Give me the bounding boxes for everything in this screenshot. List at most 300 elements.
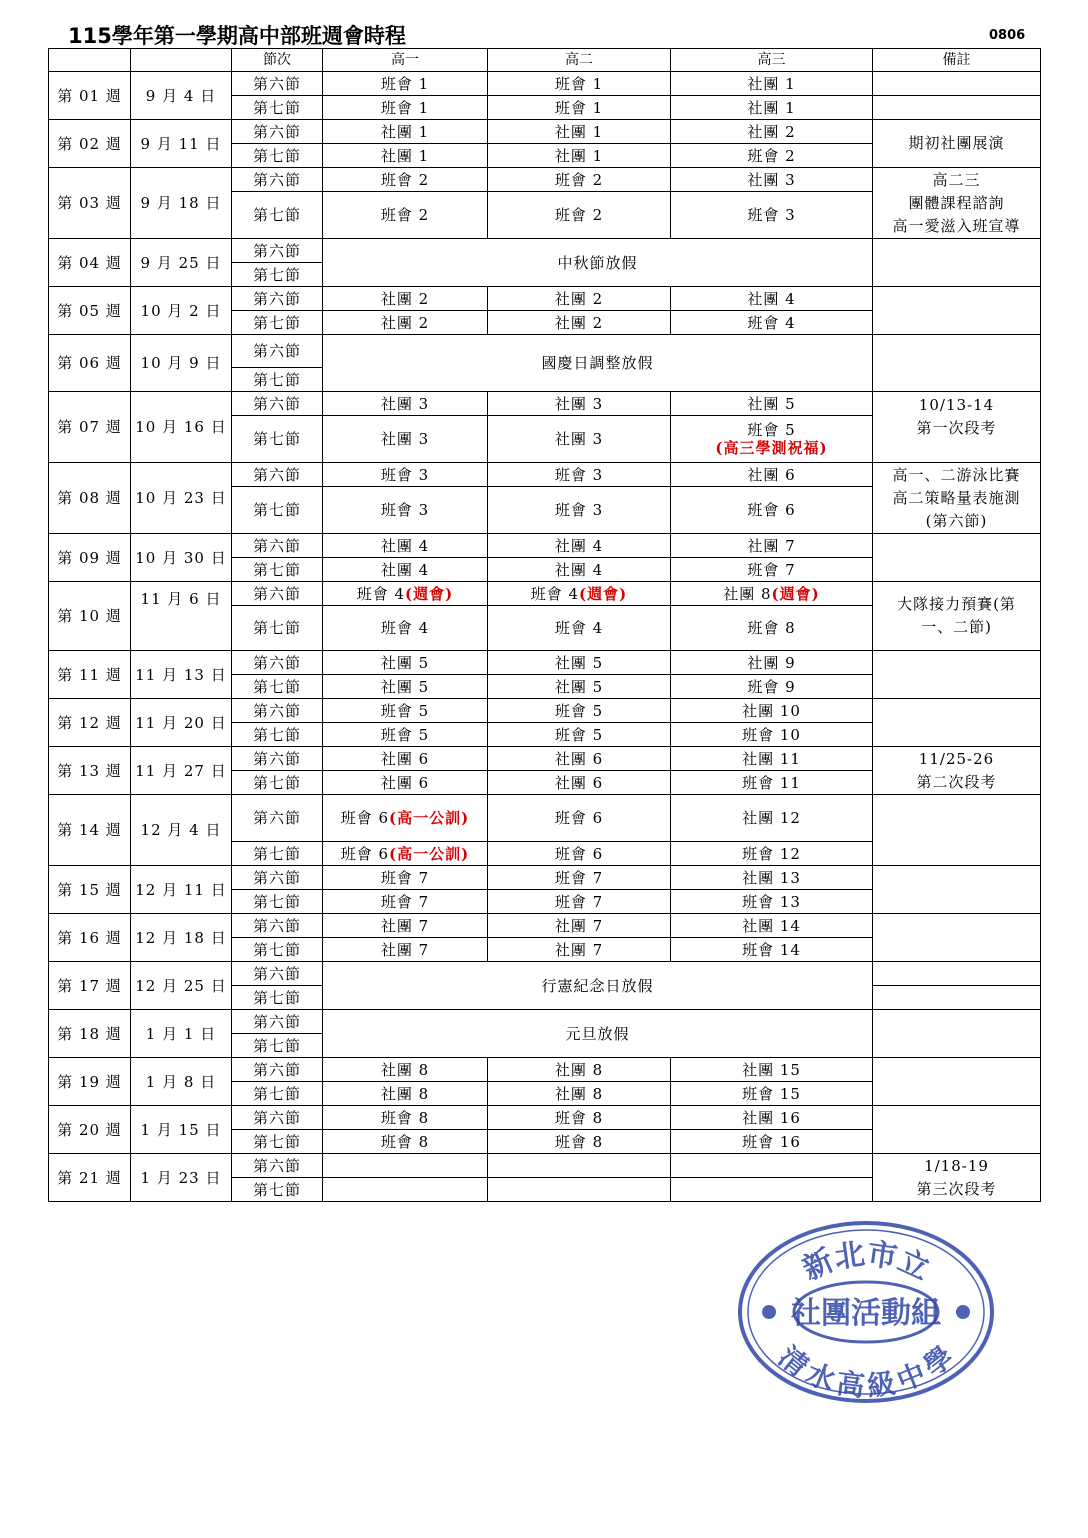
cell-value: 班會 1 bbox=[380, 98, 430, 117]
document-code: 0806 bbox=[989, 28, 1026, 43]
cell-value: 班會 5 bbox=[554, 725, 604, 744]
grade-11-cell bbox=[488, 192, 671, 239]
grade-11-cell bbox=[488, 938, 671, 962]
cell-value: 社團 5 bbox=[380, 677, 430, 696]
cell-value: 班會 7 bbox=[554, 892, 604, 911]
cell-value: 班會 10 bbox=[742, 725, 801, 744]
week-cell: 第 02 週 bbox=[49, 120, 131, 168]
table-row bbox=[49, 72, 1041, 96]
grade-10-cell bbox=[323, 699, 488, 723]
cell-value: 班會 5 bbox=[380, 725, 430, 744]
period-cell: 第七節 bbox=[232, 1082, 323, 1106]
table-row bbox=[49, 866, 1041, 890]
grade-10-cell bbox=[323, 416, 488, 463]
table-row bbox=[49, 120, 1041, 144]
cell-value: 班會 5 bbox=[380, 701, 430, 720]
grade-12-cell bbox=[671, 558, 873, 582]
period-cell: 第七節 bbox=[232, 368, 323, 392]
date-cell: 11 月 13 日 bbox=[131, 651, 232, 699]
period-cell: 第六節 bbox=[232, 914, 323, 938]
cell-value: 社團 6 bbox=[554, 749, 604, 768]
grade-12-cell bbox=[671, 795, 873, 842]
note-cell bbox=[873, 72, 1041, 96]
note-cell bbox=[873, 287, 1041, 335]
cell-value: 社團 2 bbox=[380, 289, 430, 308]
period-cell: 第七節 bbox=[232, 144, 323, 168]
cell-value: 社團 7 bbox=[554, 916, 604, 935]
cell-value: 社團 13 bbox=[742, 868, 801, 887]
week-cell: 第 11 週 bbox=[49, 651, 131, 699]
grade-10-cell bbox=[323, 795, 488, 842]
table-row bbox=[49, 582, 1041, 606]
holiday-cell: 中秋節放假 bbox=[323, 239, 873, 287]
period-cell: 第七節 bbox=[232, 986, 323, 1010]
cell-value: 班會 4 bbox=[530, 584, 580, 603]
date-cell: 12 月 18 日 bbox=[131, 914, 232, 962]
note-cell bbox=[873, 699, 1041, 747]
cell-value: 社團 1 bbox=[554, 146, 604, 165]
grade-10-cell bbox=[323, 1178, 488, 1202]
grade-12-cell bbox=[671, 168, 873, 192]
cell-value: 社團 5 bbox=[380, 653, 430, 672]
period-cell: 第六節 bbox=[232, 120, 323, 144]
week-cell: 第 14 週 bbox=[49, 795, 131, 866]
note-cell bbox=[873, 1010, 1041, 1058]
period-cell: 第六節 bbox=[232, 335, 323, 368]
cell-value: 班會 1 bbox=[554, 98, 604, 117]
grade-12-cell bbox=[671, 675, 873, 699]
cell-value: 班會 13 bbox=[742, 892, 801, 911]
week-cell: 第 12 週 bbox=[49, 699, 131, 747]
period-cell: 第六節 bbox=[232, 534, 323, 558]
note-line: 大隊接力預賽(第 bbox=[897, 595, 1016, 613]
cell-value: 社團 5 bbox=[554, 677, 604, 696]
cell-value: 班會 4 bbox=[554, 619, 604, 637]
note-line: 1/18-19 bbox=[924, 1156, 989, 1175]
grade-12-cell bbox=[671, 582, 873, 606]
note-cell bbox=[873, 986, 1041, 1010]
cell-value: 社團 7 bbox=[747, 536, 796, 555]
cell-value: 班會 4 bbox=[380, 619, 430, 637]
cell-value: 班會 3 bbox=[554, 465, 604, 484]
grade-12-cell bbox=[671, 72, 873, 96]
period-cell: 第六節 bbox=[232, 651, 323, 675]
period-cell: 第六節 bbox=[232, 1154, 323, 1178]
cell-value: 班會 16 bbox=[742, 1132, 801, 1151]
grade-10-cell bbox=[323, 1130, 488, 1154]
note-line: 10/13-14 bbox=[918, 396, 995, 414]
cell-value: 班會 6 bbox=[340, 809, 390, 827]
cell-value: 社團 6 bbox=[380, 749, 430, 768]
note-cell bbox=[873, 747, 1041, 795]
table-row bbox=[49, 1010, 1041, 1034]
cell-value: 社團 8 bbox=[380, 1060, 430, 1079]
table-row bbox=[49, 534, 1041, 558]
seal-top-text: 新北市立 bbox=[797, 1236, 935, 1288]
week-cell: 第 15 週 bbox=[49, 866, 131, 914]
cell-value: 社團 1 bbox=[380, 146, 430, 165]
grade-11-cell bbox=[488, 914, 671, 938]
week-cell: 第 09 週 bbox=[49, 534, 131, 582]
week-cell: 第 07 週 bbox=[49, 392, 131, 463]
note-line: 高二三 bbox=[932, 170, 981, 189]
grade-10-cell bbox=[323, 606, 488, 651]
period-cell: 第六節 bbox=[232, 866, 323, 890]
grade-11-cell bbox=[488, 842, 671, 866]
date-cell: 1 月 15 日 bbox=[131, 1106, 232, 1154]
note-cell bbox=[873, 96, 1041, 120]
week-cell: 第 17 週 bbox=[49, 962, 131, 1010]
note-cell bbox=[873, 914, 1041, 962]
grade-10-cell bbox=[323, 1154, 488, 1178]
date-cell: 1 月 23 日 bbox=[131, 1154, 232, 1202]
grade-10-cell bbox=[323, 842, 488, 866]
grade-11-cell bbox=[488, 392, 671, 416]
grade-11-cell bbox=[488, 1154, 671, 1178]
cell-value: 班會 1 bbox=[380, 74, 430, 93]
grade-12-cell bbox=[671, 1058, 873, 1082]
grade-10-cell bbox=[323, 747, 488, 771]
club-activities-seal bbox=[736, 1219, 996, 1405]
grade-12-cell bbox=[671, 1106, 873, 1130]
note-line: 高一、二游泳比賽 bbox=[892, 465, 1021, 484]
grade-10-cell bbox=[323, 463, 488, 487]
week-cell: 第 13 週 bbox=[49, 747, 131, 795]
grade-10-cell bbox=[323, 1058, 488, 1082]
period-cell: 第七節 bbox=[232, 311, 323, 335]
note-cell bbox=[873, 1106, 1041, 1154]
header-period: 節次 bbox=[232, 49, 323, 72]
note-cell bbox=[873, 239, 1041, 287]
cell-value: 班會 2 bbox=[554, 170, 604, 189]
note-cell bbox=[873, 168, 1041, 239]
cell-value: 班會 3 bbox=[554, 501, 604, 519]
note-cell bbox=[873, 866, 1041, 914]
period-cell: 第七節 bbox=[232, 558, 323, 582]
holiday-cell: 行憲紀念日放假 bbox=[323, 962, 873, 1010]
cell-value: 社團 4 bbox=[380, 536, 430, 555]
period-cell: 第七節 bbox=[232, 416, 323, 463]
grade-11-cell bbox=[488, 96, 671, 120]
cell-value: 班會 9 bbox=[747, 677, 796, 696]
cell-value: 社團 8 bbox=[554, 1084, 604, 1103]
grade-11-cell bbox=[488, 1130, 671, 1154]
period-cell: 第六節 bbox=[232, 463, 323, 487]
note-cell bbox=[873, 795, 1041, 866]
grade-10-cell bbox=[323, 534, 488, 558]
period-cell: 第七節 bbox=[232, 675, 323, 699]
cell-value: 班會 7 bbox=[380, 892, 430, 911]
header-grade-10: 高一 bbox=[323, 49, 488, 72]
cell-value: 社團 15 bbox=[742, 1060, 801, 1079]
cell-value: 社團 8 bbox=[380, 1084, 430, 1103]
note-line: 第一次段考 bbox=[916, 419, 997, 437]
grade-11-cell bbox=[488, 651, 671, 675]
grade-10-cell bbox=[323, 487, 488, 534]
grade-11-cell bbox=[488, 144, 671, 168]
header-notes: 備註 bbox=[873, 49, 1041, 72]
grade-12-cell bbox=[671, 1178, 873, 1202]
grade-11-cell bbox=[488, 416, 671, 463]
grade-10-cell bbox=[323, 866, 488, 890]
cell-value: 社團 11 bbox=[742, 749, 801, 768]
cell-value: 社團 1 bbox=[747, 74, 796, 93]
period-cell: 第六節 bbox=[232, 168, 323, 192]
cell-remark: (高一公訓) bbox=[389, 844, 470, 863]
cell-value: 班會 12 bbox=[742, 844, 801, 863]
date-cell: 12 月 11 日 bbox=[131, 866, 232, 914]
cell-value: 社團 3 bbox=[380, 430, 430, 448]
table-row bbox=[49, 463, 1041, 487]
grade-11-cell bbox=[488, 534, 671, 558]
cell-value: 社團 8 bbox=[723, 584, 772, 603]
grade-11-cell bbox=[488, 866, 671, 890]
grade-10-cell bbox=[323, 144, 488, 168]
week-cell: 第 06 週 bbox=[49, 335, 131, 392]
period-cell: 第六節 bbox=[232, 1058, 323, 1082]
grade-12-cell bbox=[671, 890, 873, 914]
grade-12-cell bbox=[671, 1130, 873, 1154]
week-cell: 第 03 週 bbox=[49, 168, 131, 239]
date-cell: 10 月 30 日 bbox=[131, 534, 232, 582]
grade-10-cell bbox=[323, 392, 488, 416]
grade-10-cell bbox=[323, 938, 488, 962]
header-grade-11: 高二 bbox=[488, 49, 671, 72]
grade-11-cell bbox=[488, 1106, 671, 1130]
grade-10-cell bbox=[323, 96, 488, 120]
grade-11-cell bbox=[488, 1058, 671, 1082]
note-cell bbox=[873, 1154, 1041, 1202]
period-cell: 第六節 bbox=[232, 1010, 323, 1034]
cell-value: 社團 2 bbox=[380, 313, 430, 332]
cell-value: 社團 9 bbox=[747, 653, 796, 672]
header-date bbox=[131, 49, 232, 72]
period-cell: 第六節 bbox=[232, 239, 323, 263]
schedule-table bbox=[48, 48, 1041, 1202]
grade-12-cell bbox=[671, 120, 873, 144]
table-row bbox=[49, 1154, 1041, 1178]
cell-value: 班會 2 bbox=[747, 146, 796, 165]
grade-11-cell bbox=[488, 287, 671, 311]
grade-11-cell bbox=[488, 606, 671, 651]
grade-10-cell bbox=[323, 675, 488, 699]
grade-12-cell bbox=[671, 1082, 873, 1106]
period-cell: 第六節 bbox=[232, 392, 323, 416]
period-cell: 第六節 bbox=[232, 72, 323, 96]
grade-12-cell bbox=[671, 866, 873, 890]
cell-value: 班會 3 bbox=[380, 465, 430, 484]
table-row bbox=[49, 239, 1041, 263]
holiday-cell: 元旦放假 bbox=[323, 1010, 873, 1058]
table-row bbox=[49, 699, 1041, 723]
date-cell: 10 月 16 日 bbox=[131, 392, 232, 463]
grade-11-cell bbox=[488, 582, 671, 606]
table-row bbox=[49, 651, 1041, 675]
period-cell: 第七節 bbox=[232, 487, 323, 534]
grade-11-cell bbox=[488, 311, 671, 335]
grade-10-cell bbox=[323, 1082, 488, 1106]
grade-10-cell bbox=[323, 311, 488, 335]
date-cell: 9 月 25 日 bbox=[131, 239, 232, 287]
period-cell: 第六節 bbox=[232, 1106, 323, 1130]
date-cell: 9 月 11 日 bbox=[131, 120, 232, 168]
cell-value: 班會 7 bbox=[380, 868, 430, 887]
grade-12-cell bbox=[671, 534, 873, 558]
cell-value: 社團 4 bbox=[554, 536, 604, 555]
week-cell: 第 05 週 bbox=[49, 287, 131, 335]
grade-12-cell bbox=[671, 723, 873, 747]
period-cell: 第六節 bbox=[232, 699, 323, 723]
cell-value: 社團 7 bbox=[380, 940, 430, 959]
week-cell: 第 20 週 bbox=[49, 1106, 131, 1154]
week-cell: 第 18 週 bbox=[49, 1010, 131, 1058]
cell-value: 班會 6 bbox=[554, 809, 604, 827]
table-row bbox=[49, 914, 1041, 938]
grade-10-cell bbox=[323, 558, 488, 582]
week-cell: 第 21 週 bbox=[49, 1154, 131, 1202]
cell-value: 社團 4 bbox=[380, 560, 430, 579]
cell-value: 班會 4 bbox=[747, 313, 796, 332]
grade-11-cell bbox=[488, 795, 671, 842]
grade-11-cell bbox=[488, 168, 671, 192]
grade-11-cell bbox=[488, 699, 671, 723]
cell-value: 班會 5 bbox=[554, 701, 604, 720]
table-row bbox=[49, 168, 1041, 192]
grade-12-cell bbox=[671, 463, 873, 487]
cell-value: 社團 6 bbox=[554, 773, 604, 792]
note-line: 高二策略量表施測 bbox=[892, 488, 1021, 507]
date-cell: 9 月 18 日 bbox=[131, 168, 232, 239]
period-cell: 第七節 bbox=[232, 1178, 323, 1202]
period-cell: 第六節 bbox=[232, 747, 323, 771]
note-line: 團體課程諮詢 bbox=[908, 193, 1005, 212]
note-line: 期初社團展演 bbox=[908, 134, 1005, 152]
note-cell bbox=[873, 120, 1041, 168]
date-cell: 11 月 6 日 bbox=[131, 582, 232, 651]
cell-value: 班會 5 bbox=[747, 421, 796, 439]
cell-value: 社團 3 bbox=[554, 430, 604, 448]
grade-10-cell bbox=[323, 120, 488, 144]
grade-11-cell bbox=[488, 487, 671, 534]
cell-value: 社團 2 bbox=[554, 313, 604, 332]
cell-value: 社團 6 bbox=[747, 465, 796, 484]
grade-10-cell bbox=[323, 890, 488, 914]
grade-12-cell bbox=[671, 1154, 873, 1178]
seal-bottom-text: 清水高級中學 bbox=[772, 1339, 960, 1403]
cell-value: 班會 6 bbox=[554, 844, 604, 863]
cell-value: 社團 4 bbox=[554, 560, 604, 579]
week-cell: 第 01 週 bbox=[49, 72, 131, 120]
cell-value: 社團 3 bbox=[747, 170, 796, 189]
cell-value: 班會 8 bbox=[380, 1108, 430, 1127]
cell-value: 班會 2 bbox=[554, 206, 604, 224]
cell-value: 班會 11 bbox=[742, 773, 801, 792]
period-cell: 第六節 bbox=[232, 582, 323, 606]
week-cell: 第 10 週 bbox=[49, 582, 131, 651]
table-row bbox=[49, 795, 1041, 842]
table-row bbox=[49, 1106, 1041, 1130]
grade-12-cell bbox=[671, 311, 873, 335]
grade-12-cell bbox=[671, 771, 873, 795]
grade-12-cell bbox=[671, 416, 873, 463]
table-row bbox=[49, 1058, 1041, 1082]
header-grade-12: 高三 bbox=[671, 49, 873, 72]
note-line: 一、二節) bbox=[921, 618, 992, 636]
holiday-cell: 國慶日調整放假 bbox=[323, 335, 873, 392]
note-cell bbox=[873, 463, 1041, 534]
cell-value: 班會 14 bbox=[742, 940, 801, 959]
grade-12-cell bbox=[671, 392, 873, 416]
date-cell: 12 月 25 日 bbox=[131, 962, 232, 1010]
grade-11-cell bbox=[488, 463, 671, 487]
cell-value: 班會 3 bbox=[747, 206, 796, 224]
note-line: 第三次段考 bbox=[916, 1179, 997, 1198]
week-cell: 第 19 週 bbox=[49, 1058, 131, 1106]
cell-value: 班會 8 bbox=[380, 1132, 430, 1151]
grade-10-cell bbox=[323, 651, 488, 675]
grade-10-cell bbox=[323, 1106, 488, 1130]
date-cell: 11 月 20 日 bbox=[131, 699, 232, 747]
period-cell: 第七節 bbox=[232, 938, 323, 962]
week-cell: 第 16 週 bbox=[49, 914, 131, 962]
period-cell: 第七節 bbox=[232, 771, 323, 795]
table-row bbox=[49, 287, 1041, 311]
period-cell: 第七節 bbox=[232, 1034, 323, 1058]
grade-11-cell bbox=[488, 72, 671, 96]
period-cell: 第七節 bbox=[232, 263, 323, 287]
cell-remark: (週會) bbox=[579, 584, 628, 603]
note-line: (第六節) bbox=[925, 511, 988, 530]
cell-value: 班會 2 bbox=[380, 206, 430, 224]
date-cell: 10 月 9 日 bbox=[131, 335, 232, 392]
week-cell: 第 04 週 bbox=[49, 239, 131, 287]
note-cell bbox=[873, 651, 1041, 699]
cell-value: 班會 15 bbox=[742, 1084, 801, 1103]
header-row bbox=[49, 49, 1041, 72]
cell-remark: (週會) bbox=[405, 584, 454, 603]
note-line: 高一愛滋入班宣導 bbox=[892, 216, 1021, 235]
grade-11-cell bbox=[488, 1082, 671, 1106]
cell-value: 班會 7 bbox=[747, 560, 796, 579]
cell-value: 社團 16 bbox=[742, 1108, 801, 1127]
grade-11-cell bbox=[488, 747, 671, 771]
note-cell bbox=[873, 582, 1041, 651]
period-cell: 第七節 bbox=[232, 723, 323, 747]
note-cell bbox=[873, 534, 1041, 582]
note-cell bbox=[873, 335, 1041, 392]
cell-value: 社團 7 bbox=[380, 916, 430, 935]
cell-value: 社團 8 bbox=[554, 1060, 604, 1079]
cell-value: 社團 14 bbox=[742, 916, 801, 935]
note-cell bbox=[873, 962, 1041, 986]
date-cell: 11 月 27 日 bbox=[131, 747, 232, 795]
grade-10-cell bbox=[323, 582, 488, 606]
grade-12-cell bbox=[671, 96, 873, 120]
table-row bbox=[49, 392, 1041, 416]
grade-10-cell bbox=[323, 771, 488, 795]
cell-value: 社團 1 bbox=[380, 122, 430, 141]
grade-12-cell bbox=[671, 606, 873, 651]
period-cell: 第七節 bbox=[232, 606, 323, 651]
grade-12-cell bbox=[671, 699, 873, 723]
cell-value: 班會 8 bbox=[554, 1132, 604, 1151]
cell-value: 班會 4 bbox=[356, 584, 406, 603]
grade-11-cell bbox=[488, 771, 671, 795]
cell-value: 社團 5 bbox=[554, 653, 604, 672]
grade-10-cell bbox=[323, 192, 488, 239]
grade-12-cell bbox=[671, 192, 873, 239]
cell-value: 班會 1 bbox=[554, 74, 604, 93]
